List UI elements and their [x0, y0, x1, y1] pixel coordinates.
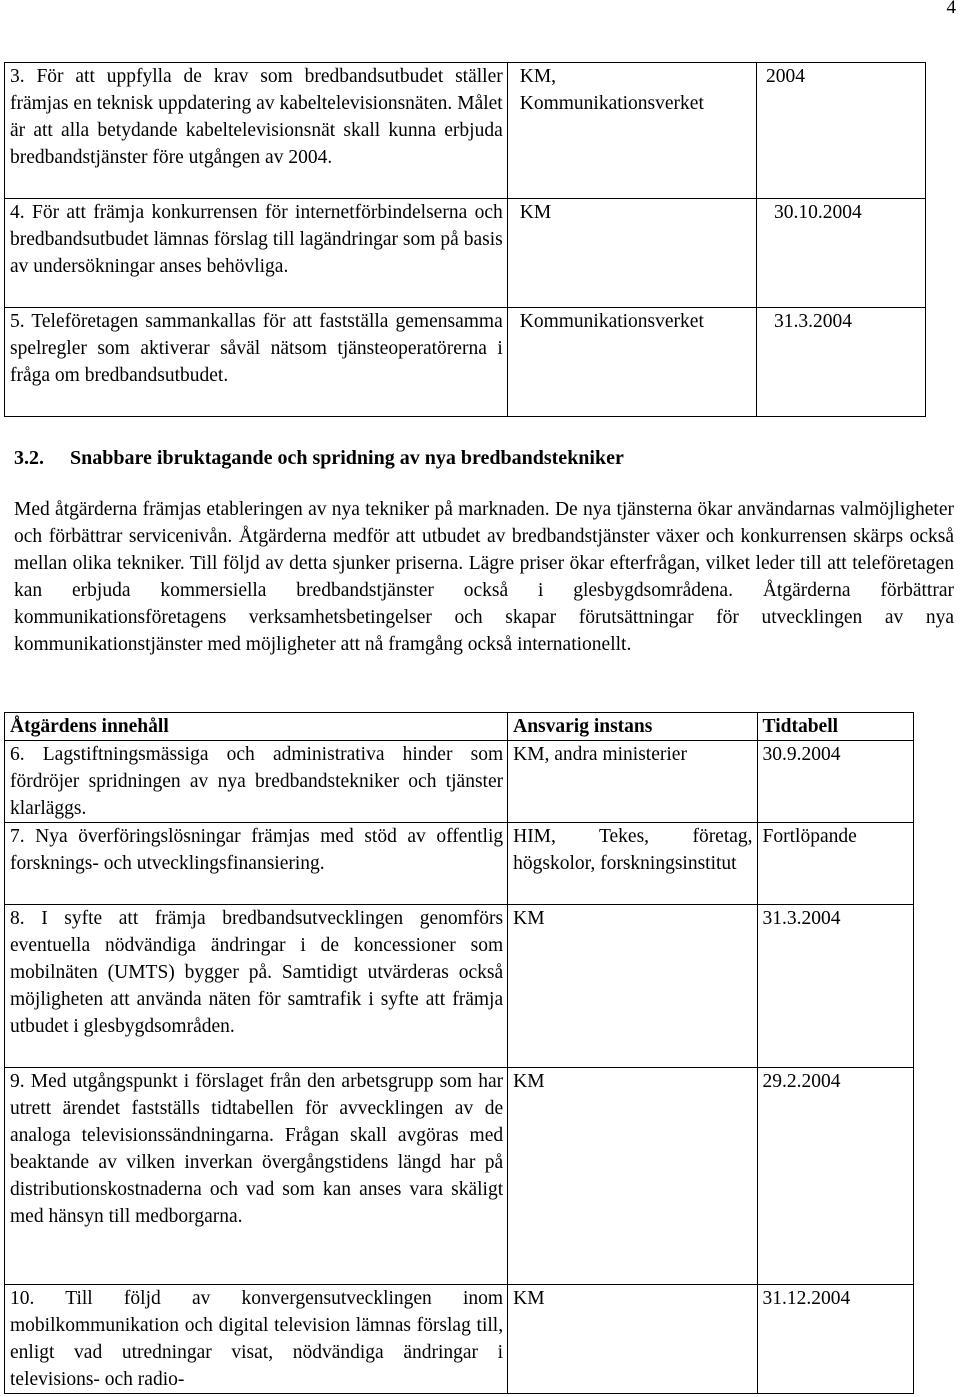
table-row [5, 199, 926, 308]
responsible-text: Kommunikationsverket [519, 311, 704, 332]
schedule-text: 29.2.2004 [762, 1071, 841, 1092]
measure-cell [5, 63, 508, 199]
table-row [5, 741, 914, 823]
header-measure: Åtgärdens innehåll [5, 713, 508, 741]
schedule-cell [757, 905, 913, 1068]
schedule-cell [756, 308, 925, 417]
schedule-text: 31.12.2004 [762, 1288, 851, 1309]
measures-table-top [4, 62, 926, 417]
schedule-cell [757, 823, 913, 905]
responsible-cell [508, 823, 757, 905]
schedule-text: Fortlöpande [762, 826, 857, 847]
table-row [5, 905, 914, 1068]
measure-text: 4. För att främja konkurrensen för internetförbindelserna och bredbandsutbudet lämnas förslag till lagändringar som på basis av undersökningar anses behövliga. [10, 202, 503, 277]
measure-text: 9. Med utgångspunkt i förslaget från den arbetsgrupp som har utrett ärendet fastställs tidtabellen för avvecklingen av de analoga televisionssändningarna. Frågan skall avgöras med beaktande av vilken inverkan övergångstidens längd har på distributionskostnaderna och vad som kan anses vara skäligt med hänsyn till medborgarna. [10, 1071, 504, 1227]
responsible-cell [507, 199, 756, 308]
section-title: Snabbare ibruktagande och spridning av nya bredbandstekniker [70, 447, 624, 469]
responsible-cell [508, 905, 757, 1068]
table-row [5, 308, 926, 417]
body-paragraph: Med åtgärderna främjas etableringen av nya tekniker på marknaden. De nya tjänsterna ökar användarnas valmöjligheter och förbättrar servicenivån. Åtgärderna medför att utbudet av bredbandstjänster växer och konkurrensen skärps också mellan olika tekniker. Till följd av detta sjunker priserna. Lägre priser ökar efterfrågan, vilket leder till att teleföretagen kan erbjuda kommersiella bredbandstjänster också i glesbygdsområdena. Åtgärderna förbättrar kommunikationsföretagens verksamhetsbetingelser och skapar förutsättningar för utvecklingen av nya kommunikationstjänster med möjligheter att nå framgång också internationellt. [14, 499, 954, 655]
table-row [5, 1068, 914, 1285]
responsible-cell [508, 1068, 757, 1285]
responsible-text: KM [513, 908, 545, 929]
measure-cell [5, 905, 508, 1068]
responsible-cell [508, 741, 757, 823]
schedule-text: 2004 [765, 66, 805, 87]
header-responsible: Ansvarig instans [508, 713, 757, 741]
table-row [5, 63, 926, 199]
schedule-cell [757, 741, 913, 823]
responsible-text: KM, Kommunikationsverket [519, 66, 704, 114]
page-number: 4 [946, 0, 956, 18]
section-number: 3.2. [14, 447, 44, 469]
responsible-text: HIM, Tekes, företag, högskolor, forskningsinstitut [513, 826, 753, 874]
measure-text: 3. För att uppfylla de krav som bredbandsutbudet ställer främjas en teknisk uppdatering av kabeltelevisionsnäten. Målet är att alla betydande kabeltelevisionsnät skall kunna erbjuda bredbandstjänster före utgången av 2004. [10, 66, 503, 168]
measure-cell [5, 741, 508, 823]
table-header-row [5, 713, 914, 741]
responsible-text: KM [519, 202, 552, 223]
schedule-text: 31.3.2004 [773, 311, 852, 332]
measures-table-bottom [4, 712, 914, 1394]
table-row [5, 1285, 914, 1394]
schedule-text: 31.3.2004 [762, 908, 841, 929]
measure-text: 6. Lagstiftningsmässiga och administrativa hinder som fördröjer spridningen av nya bredbandstekniker och tjänster klarläggs. [10, 744, 504, 819]
responsible-cell [508, 1285, 757, 1394]
measure-cell [5, 1285, 508, 1394]
responsible-text: KM [513, 1288, 545, 1309]
schedule-cell [757, 1285, 913, 1394]
responsible-text: KM [513, 1071, 545, 1092]
measure-text: 8. I syfte att främja bredbandsutvecklingen genomförs eventuella nödvändiga ändringar i de koncessioner som mobilnäten (UMTS) bygger på. Samtidigt utvärderas också möjligheten att använda näten för samtrafik i syfte att främja utbudet i glesbygdsområden. [10, 908, 504, 1037]
measure-cell [5, 308, 508, 417]
measure-cell [5, 1068, 508, 1285]
measure-text: 7. Nya överföringslösningar främjas med stöd av offentlig forsknings- och utvecklingsfinansiering. [10, 826, 504, 874]
schedule-cell [756, 199, 925, 308]
measure-cell [5, 823, 508, 905]
schedule-cell [756, 63, 925, 199]
section-heading [14, 445, 624, 472]
schedule-text: 30.9.2004 [762, 744, 841, 765]
table-row [5, 823, 914, 905]
responsible-cell [507, 63, 756, 199]
responsible-text: KM, andra ministerier [513, 744, 687, 765]
schedule-cell [757, 1068, 913, 1285]
measure-text: 10. Till följd av konvergensutvecklingen inom mobilkommunikation och digital television lämnas förslag till, enligt vad utredningar visat, nödvändiga ändringar i televisions- och radio- [10, 1288, 504, 1390]
responsible-cell [507, 308, 756, 417]
header-schedule: Tidtabell [757, 713, 913, 741]
schedule-text: 30.10.2004 [773, 202, 862, 223]
measure-text: 5. Teleföretagen sammankallas för att fastställa gemensamma spelregler som aktiverar såväl nätsom tjänsteoperatörerna i fråga om bredbandsutbudet. [10, 311, 503, 386]
measure-cell [5, 199, 508, 308]
